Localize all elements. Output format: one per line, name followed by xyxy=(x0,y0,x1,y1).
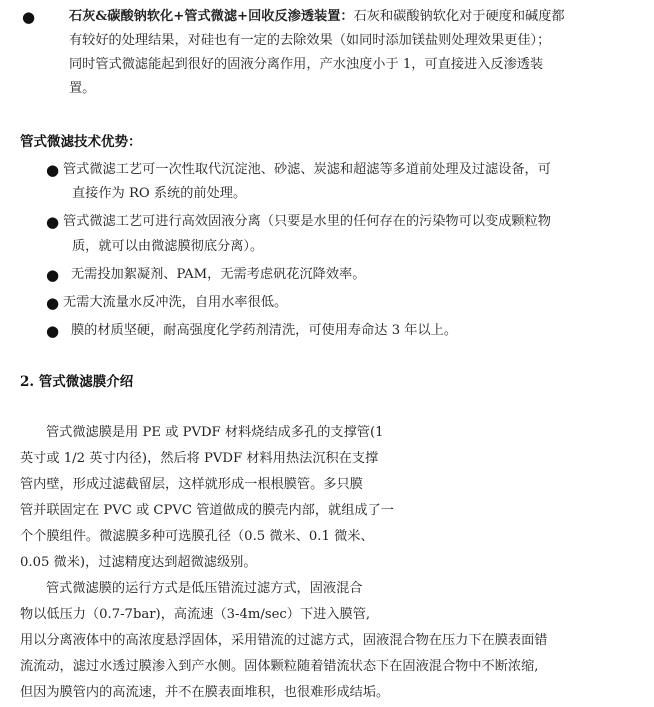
section-2-line-11: 但因为膜管内的高流速，并不在膜表面堆积，也很难形成结垢。 xyxy=(20,685,390,700)
advantage-item-1-line-1: 管式微滤工艺可一次性取代沉淀池、砂滤、炭滤和超滤等多道前处理及过滤设备，可 xyxy=(63,162,551,177)
top-item-line-1 xyxy=(69,7,565,27)
bullet-icon: ● xyxy=(46,266,60,284)
section-2-line-3: 管内壁，形成过滤截留层，这样就形成一根根膜管。多只膜 xyxy=(20,477,363,492)
advantage-item-2-line-2: 质，就可以由微滤膜彻底分离）。 xyxy=(72,239,264,254)
top-item-line-3: 同时管式微滤能起到很好的固液分离作用，产水浊度小于 1，可直接进入反渗透装 xyxy=(69,57,544,72)
bullet-icon: ● xyxy=(46,322,60,340)
advantage-item-5-line-1: 膜的材质坚硬，耐高强度化学药剂清洗，可使用寿命达 3 年以上。 xyxy=(71,323,458,338)
advantage-item-2-line-1: 管式微滤工艺可进行高效固液分离（只要是水里的任何存在的污染物可以变成颗粒物 xyxy=(63,214,551,229)
top-item-text: 石灰和碳酸钠软化对于硬度和碱度都 xyxy=(353,9,565,24)
advantage-item-3-line-1: 无需投加絮凝剂、PAM，无需考虑矾花沉降效率。 xyxy=(71,267,366,282)
section-2-line-1: 管式微滤膜是用 PE 或 PVDF 材料烧结成多孔的支撑管(1 xyxy=(46,425,384,440)
advantage-item-4-line-1: 无需大流量水反冲洗，自用水率很低。 xyxy=(63,295,288,310)
section-2-line-8: 物以低压力（0.7-7bar)，高流速（3-4m/sec）下进入膜管, xyxy=(20,607,371,622)
advantage-item-1-line-2: 直接作为 RO 系统的前处理。 xyxy=(72,186,247,201)
section-2-heading: 2. 管式微滤膜介绍 xyxy=(20,374,134,390)
top-item-line-4: 置。 xyxy=(69,81,96,96)
top-item-line-2: 有较好的处理结果，对硅也有一定的去除效果（如同时添加镁盐则处理效果更佳）； xyxy=(69,33,551,48)
section-2-line-6: 0.05 微米)，过滤精度达到超微滤级别。 xyxy=(20,555,257,570)
bullet-icon: ● xyxy=(46,213,60,231)
section-2-line-10: 流流动，滤过水透过膜渗入到产水侧。固体颗粒随着错流状态下在固液混合物中不断浓缩, xyxy=(20,659,539,674)
section-2-line-4: 管并联固定在 PVC 或 CPVC 管道做成的膜壳内部，就组成了一 xyxy=(20,503,394,518)
bullet-icon: ● xyxy=(22,8,36,26)
bullet-icon: ● xyxy=(46,294,60,312)
section-2-line-7: 管式微滤膜的运行方式是低压错流过滤方式，固液混合 xyxy=(46,581,363,596)
section-2-line-2: 英寸或 1/2 英寸内径)，然后将 PVDF 材料用热法沉积在支撑 xyxy=(20,451,379,466)
top-item-bold-title: 石灰&碳酸钠软化+管式微滤+回收反渗透装置： xyxy=(69,9,354,24)
bullet-icon: ● xyxy=(46,161,60,179)
advantages-heading: 管式微滤技术优势： xyxy=(20,134,142,150)
section-2-line-5: 个个膜组件。微滤膜多种可选膜孔径（0.5 微米、0.1 微米、 xyxy=(20,529,374,544)
section-2-line-9: 用以分离液体中的高浓度悬浮固体，采用错流的过滤方式，固液混合物在压力下在膜表面错 xyxy=(20,633,548,648)
